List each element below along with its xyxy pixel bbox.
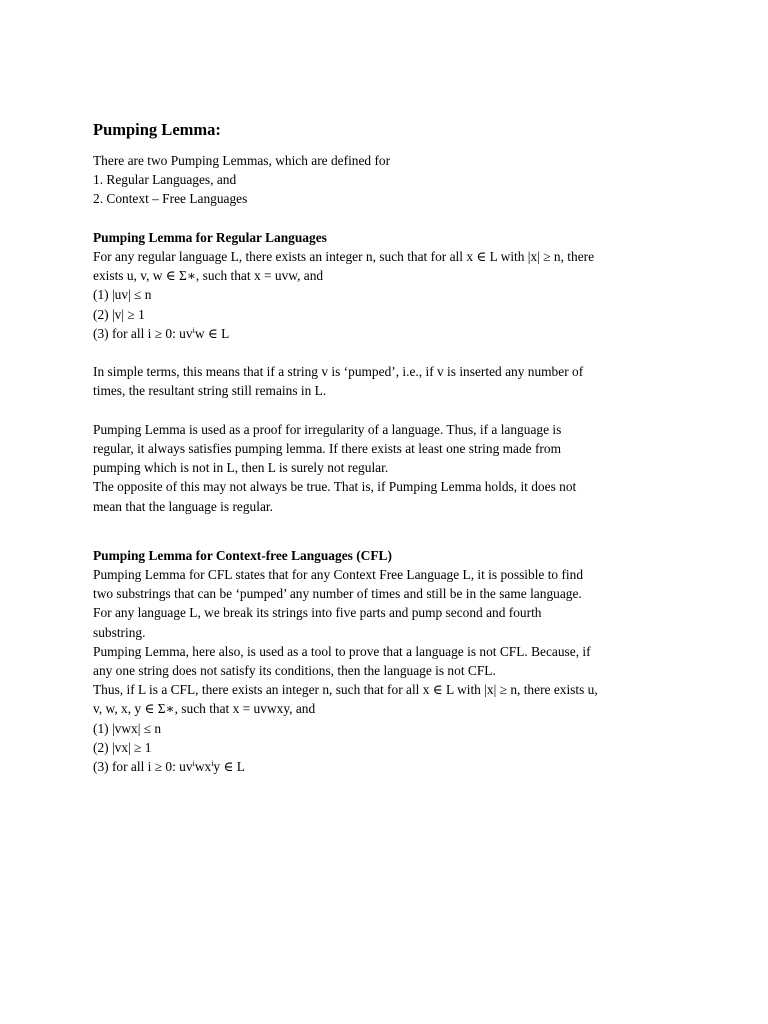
cfl-line: v, w, x, y ∈ Σ∗, such that x = uvwxy, and bbox=[93, 701, 316, 717]
regular-line: For any regular language L, there exists an integer n, such that for all x ∈ L with |x| ≥ n, there bbox=[93, 249, 595, 264]
document-page bbox=[93, 119, 683, 776]
cfl-condition-2: (2) |vx| ≥ 1 bbox=[93, 739, 152, 755]
superscript-i: i bbox=[211, 759, 214, 769]
spacer bbox=[93, 343, 683, 362]
condition-middle: wx bbox=[194, 759, 212, 775]
cfl-line: Thus, if L is a CFL, there exists an integer n, such that for all x ∈ L with |x| ≥ n, there exists u, bbox=[93, 682, 598, 698]
spacer bbox=[93, 401, 683, 420]
intro-item-cfl: 2. Context – Free Languages bbox=[93, 191, 248, 207]
paragraph-line: mean that the language is regular. bbox=[93, 498, 273, 514]
superscript-i: i bbox=[192, 759, 195, 769]
cfl-line: Pumping Lemma, here also, is used as a tool to prove that a language is not CFL. Because, if bbox=[93, 643, 591, 659]
cfl-line: Pumping Lemma for CFL states that for any Context Free Language L, it is possible to find bbox=[93, 567, 584, 583]
spacer bbox=[93, 516, 683, 546]
paragraph-line: times, the resultant string still remains in L. bbox=[93, 383, 327, 399]
regular-condition-1: (1) |uv| ≤ n bbox=[93, 287, 152, 303]
regular-section bbox=[93, 228, 683, 343]
paragraph-line: pumping which is not in L, then L is surely not regular. bbox=[93, 460, 389, 476]
regular-heading: Pumping Lemma for Regular Languages bbox=[93, 229, 327, 245]
paragraph-line: regular, it always satisfies pumping lemma. If there exists at least one string made from bbox=[93, 441, 562, 456]
simple-terms-paragraph bbox=[93, 362, 683, 400]
cfl-condition-1: (1) |vwx| ≤ n bbox=[93, 720, 162, 736]
condition-suffix: y ∈ L bbox=[213, 759, 245, 775]
regular-condition-2: (2) |v| ≥ 1 bbox=[93, 306, 145, 322]
condition-suffix: w ∈ L bbox=[194, 325, 230, 341]
superscript-i: i bbox=[192, 325, 195, 335]
cfl-line: For any language L, we break its strings into five parts and pump second and fourth bbox=[93, 605, 542, 621]
cfl-condition-3 bbox=[93, 757, 683, 776]
paragraph-line: The opposite of this may not always be true. That is, if Pumping Lemma holds, it does not bbox=[93, 479, 577, 495]
cfl-line: two substrings that can be ‘pumped’ any number of times and still be in the same language. bbox=[93, 586, 582, 602]
regular-condition-3 bbox=[93, 324, 683, 343]
spacer bbox=[93, 209, 683, 228]
cfl-line: any one string does not satisfy its conditions, then the language is not CFL. bbox=[93, 663, 496, 679]
cfl-heading: Pumping Lemma for Context-free Languages (CFL) bbox=[93, 547, 392, 563]
condition-prefix: (3) for all i ≥ 0: uv bbox=[93, 325, 193, 341]
paragraph-line: In simple terms, this means that if a string v is ‘pumped’, i.e., if v is inserted any number of bbox=[93, 364, 584, 380]
cfl-line: substring. bbox=[93, 624, 146, 640]
regular-line: exists u, v, w ∈ Σ∗, such that x = uvw, and bbox=[93, 268, 324, 284]
proof-paragraph bbox=[93, 420, 683, 516]
intro-item-regular: 1. Regular Languages, and bbox=[93, 172, 237, 188]
intro-paragraph bbox=[93, 151, 683, 209]
condition-prefix: (3) for all i ≥ 0: uv bbox=[93, 759, 193, 775]
paragraph-line: Pumping Lemma is used as a proof for irregularity of a language. Thus, if a language is bbox=[93, 421, 562, 437]
intro-line: There are two Pumping Lemmas, which are defined for bbox=[93, 153, 391, 168]
document-title: Pumping Lemma: bbox=[93, 120, 221, 139]
cfl-section bbox=[93, 546, 683, 776]
